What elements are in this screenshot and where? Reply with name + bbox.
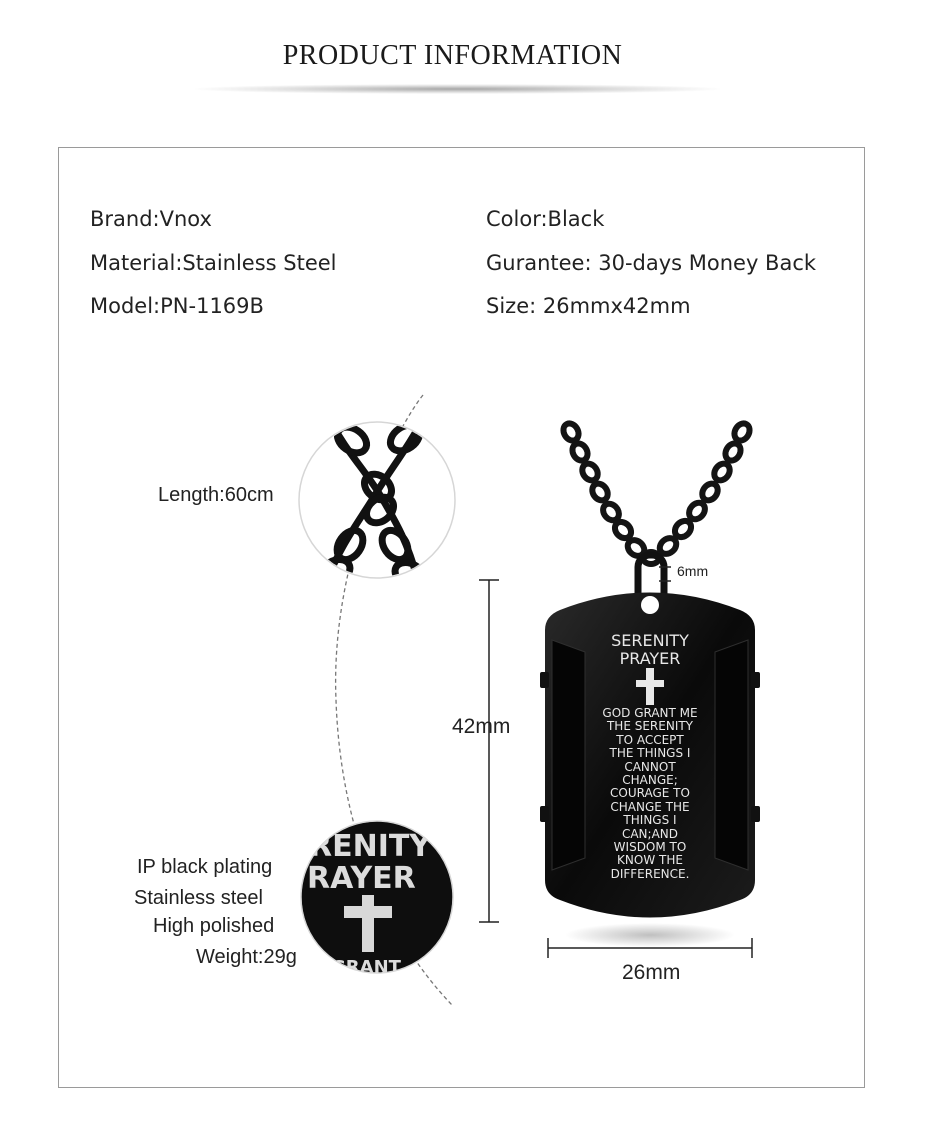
spec-color: Color:Black — [486, 207, 605, 231]
dimension-width: 26mm — [622, 961, 681, 984]
prayer-line: KNOW THE — [617, 853, 683, 868]
prayer-line: COURAGE TO — [610, 786, 690, 801]
spec-material: Material:Stainless Steel — [90, 251, 337, 275]
spec-size: Size: 26mmx42mm — [486, 294, 691, 318]
prayer-line: TO ACCEPT — [616, 732, 684, 747]
prayer-text — [585, 707, 715, 881]
spec-guarantee: Gurantee: 30-days Money Back — [486, 251, 817, 275]
prayer-line: DIFFERENCE. — [610, 866, 690, 881]
prayer-line: WISDOM TO — [613, 840, 687, 855]
pendant-title-line2: PRAYER — [619, 649, 681, 668]
zoom-text-clip — [301, 821, 453, 973]
spec-brand: Brand:Vnox — [90, 207, 212, 231]
prayer-line: THE SERENITY — [606, 719, 694, 734]
pendant-title-line1: SERENITY — [611, 631, 689, 650]
label-plating: IP black plating — [137, 856, 273, 878]
page-title: PRODUCT INFORMATION — [282, 40, 623, 71]
prayer-line: GOD GRANT ME — [602, 706, 698, 720]
prayer-line: THINGS I — [623, 813, 677, 828]
pendant-chain — [560, 421, 752, 564]
label-length: Length:60cm — [158, 484, 274, 506]
label-weight: Weight:29g — [196, 946, 297, 968]
prayer-line: THE THINGS I — [609, 746, 691, 761]
prayer-line: CHANGE; — [622, 773, 678, 788]
chain-zoom-circle — [299, 415, 455, 593]
zoom-line3: GRANT — [331, 957, 401, 973]
zoom-line2: RAYER — [307, 861, 416, 896]
label-polish: High polished — [153, 915, 275, 937]
prayer-line: CANNOT — [624, 759, 676, 774]
prayer-line: CHANGE THE — [610, 799, 690, 814]
zoom-line1: RENITY — [309, 829, 432, 864]
dimension-height: 42mm — [452, 715, 511, 738]
dimension-bail: 6mm — [677, 563, 709, 579]
spec-model: Model:PN-1169B — [90, 294, 264, 318]
label-steel: Stainless steel — [134, 887, 263, 909]
prayer-line: CAN;AND — [621, 826, 679, 841]
